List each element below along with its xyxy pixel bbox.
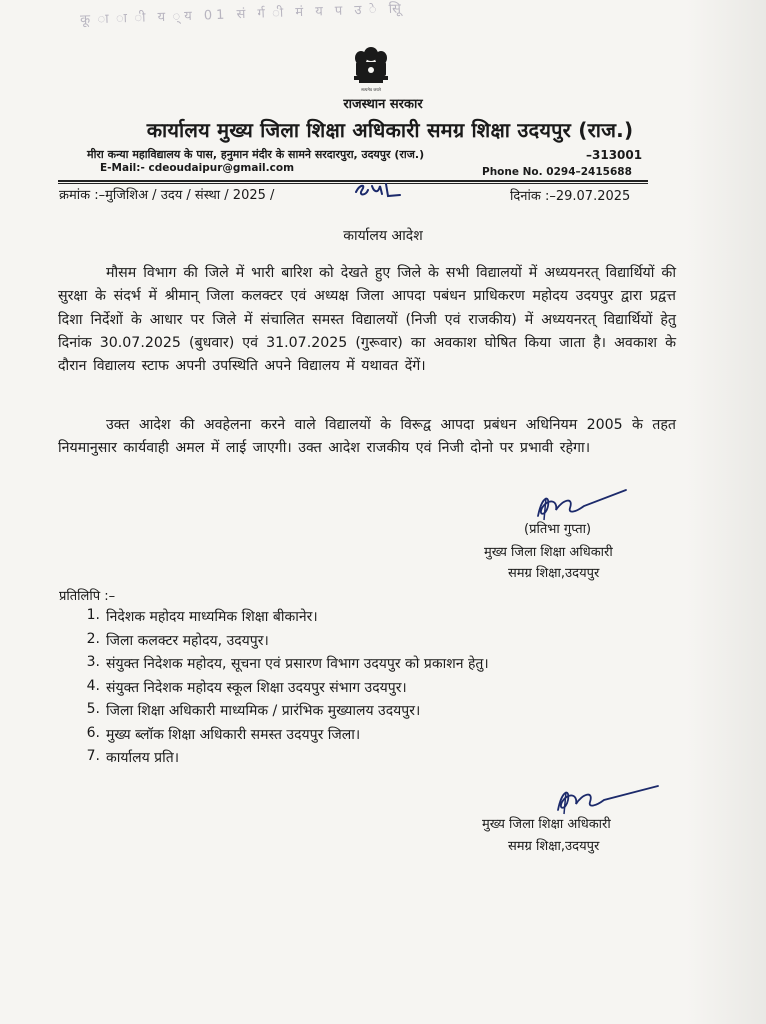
ashoka-emblem-icon [347, 42, 395, 94]
list-item: 6. मुख्य ब्लॉक शिक्षा अधिकारी समस्त उदयपुर जिला। [86, 724, 361, 743]
page-edge-shadow [686, 0, 766, 1024]
pincode: –313001 [586, 148, 643, 162]
signatory-department: समग्र शिक्षा,उदयपुर [508, 566, 600, 581]
copy-to-label: प्रतिलिपि :– [59, 589, 116, 604]
list-item: 4. संयुक्त निदेशक महोदय स्कूल शिक्षा उदयपुर संभाग उदयपुर। [86, 677, 407, 696]
office-address: मीरा कन्या महाविद्यालय के पास, हनुमान मंदीर के सामने सरदारपुरा, उदयपुर (राज.) [87, 148, 425, 161]
copy-to-list [72, 607, 692, 772]
government-name: राजस्थान सरकार [343, 97, 423, 112]
office-email: E-Mail:- cdeoudaipur@gmail.com [100, 162, 295, 174]
bleed-through-text: कू ा ा ी य ्य 01 सं र्ग ी मं य प उ े सूि [79, 1, 406, 28]
list-item: 5. जिला शिक्षा अधिकारी माध्यमिक / प्रारंभिक मुख्यालय उदयपुर। [86, 701, 421, 719]
second-signature-image [530, 780, 660, 818]
order-paragraph-2: उक्त आदेश की अवहेलना करने वाले विद्यालयों के विरूद्व आपदा प्रबंधन अधिनियम 2005 के तहत नियमानुसार कार्यवाही अमल में लाई जाएगी। उक्त आदेश राजकीय एवं निजी दोनो पर प्रभावी रहेगा। [58, 417, 676, 457]
order-paragraph-1: मौसम विभाग की जिले में भारी बारिश को देखते हुए जिले के सभी विद्यालयों में अध्ययनरत् विद्यार्थियों की सुरक्षा के संदर्भ में श्रीमान् जिला कलक्टर एवं अध्यक्ष जिला आपदा पबंधन प्राधिकरण महोदय उदयपुर द्वारा प्रद्वत्त दिशा निर्देशों के आधार पर जिले में संचालित समस्त विद्यालयों (निजी एवं राजकीय) में अध्ययनरत् विद्यार्थियों हेतु दिनांक 30.07.2025 (बुधवार) एवं 31.07.2025 (गुरूवार) का अवकाश घोषित किया जाता है। अवकाश के दौरान विद्यालय स्टाफ अपनी उपस्थिति अपने विद्यालय में यथावत देंगें। [58, 265, 676, 375]
signatory-name: (प्रतिभा गुप्ता) [524, 522, 592, 537]
copy-signatory-department: समग्र शिक्षा,उदयपुर [508, 839, 600, 854]
copy-signatory-designation: मुख्य जिला शिक्षा अधिकारी [482, 817, 611, 832]
order-date: दिनांक :–29.07.2025 [510, 189, 631, 204]
emblem-caption: सत्यमेव जयते [361, 87, 381, 92]
reference-number: क्रमांक :–मुजिशिअ / उदय / संस्था / 2025 / [59, 188, 275, 203]
list-item: 2. जिला कलक्टर महोदय, उदयपुर। [86, 630, 269, 649]
signatory-designation: मुख्य जिला शिक्षा अधिकारी [484, 545, 613, 560]
order-title: कार्यालय आदेश [343, 228, 423, 244]
handwritten-reference-number [352, 178, 404, 200]
list-item: 1. निदेशक महोदय माध्यमिक शिक्षा बीकानेर। [86, 607, 318, 625]
list-item: 3. संयुक्त निदेशक महोदय, सूचना एवं प्रसारण विभाग उदयपुर को प्रकाशन हेतु। [86, 654, 489, 672]
office-phone: Phone No. 0294–2415688 [482, 166, 632, 178]
office-title: कार्यालय मुख्य जिला शिक्षा अधिकारी समग्र शिक्षा उदयपुर (राज.) [146, 118, 634, 142]
list-item: 7. कार्यालय प्रति। [86, 748, 180, 766]
